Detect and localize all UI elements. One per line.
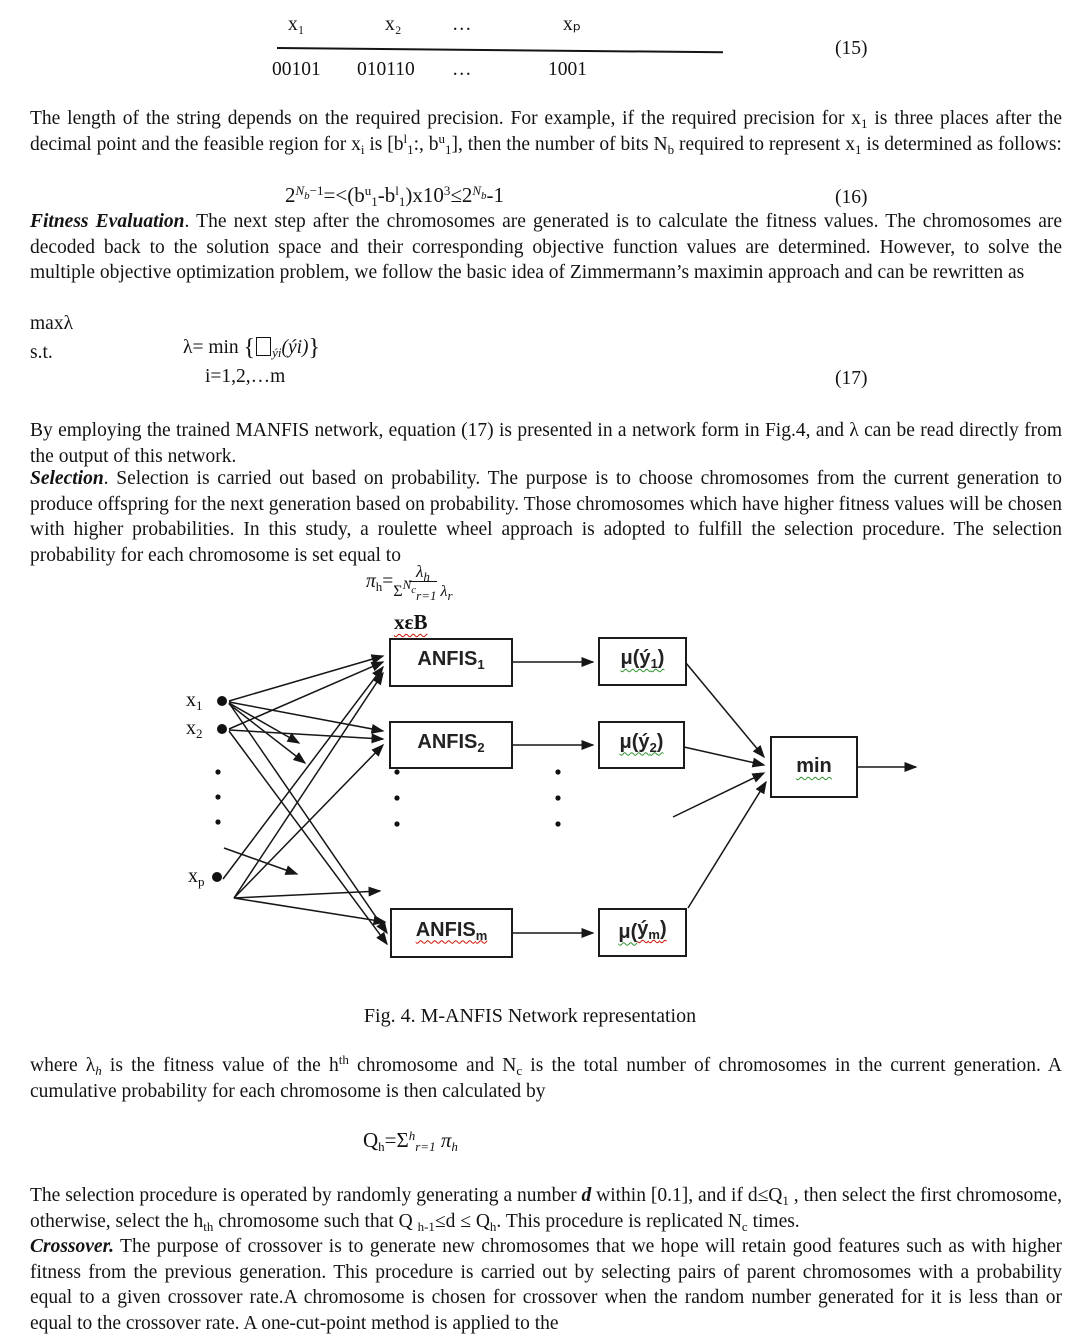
edge-x2-anfis1 xyxy=(229,662,383,729)
min-box xyxy=(770,736,858,798)
mu2-label: $\mu(ý_2)$ xyxy=(619,730,664,755)
edge-middle-min xyxy=(673,773,764,817)
paragraph-manfis: By employing the trained MANFIS network, equation (17) is presented in a network form in Fig.4, and λ can be read directly from the output of this network. xyxy=(30,420,1062,467)
formula-cumulative-probability: $Q_h=\Sigma^h_{r=1}$ $\pi_h$ xyxy=(363,1128,458,1154)
xeb-constraint: xεB xyxy=(394,610,428,634)
anfis1-label: $ANFIS_1$ xyxy=(417,648,485,673)
table15-header-x1: x₁ xyxy=(288,14,305,35)
formula-selection-probability xyxy=(366,562,453,604)
paragraph-crossover: Crossover. The purpose of crossover is to generate new chromosomes that we hope will retain good features such as with higher fitness from the previous generation. This procedure is carried out by selecting pairs of parent chromosomes with a probability equal to a given crossover rate.A chromosome is chosen for crossover when the random number generated for it is less than or equal to the crossover rate. A one-cut-point method is applied to the xyxy=(30,1236,1062,1334)
input-label-x2: $x_2$ xyxy=(186,717,203,741)
node-dot-xp xyxy=(212,872,222,882)
ellipsis-dot xyxy=(394,795,399,800)
mu1-box xyxy=(598,637,687,686)
table15-rule-line xyxy=(277,47,723,53)
ellipsis-dot xyxy=(394,821,399,826)
manfis-network-diagram xyxy=(0,630,1090,1002)
table15-value-2: 010110 xyxy=(357,59,415,80)
edge-mum-min xyxy=(688,782,766,908)
paragraph-fitness-evaluation: Fitness Evaluation. The next step after the chromosomes are generated is to calculate the fitness values. The chromosomes are decoded back to the solution space and their corresponding objective function values are determined. However, to solve the multiple objective optimization problem, we follow the basic idea of Zimmermann’s maximin approach and can be rewritten as xyxy=(30,211,1062,284)
eq17-st-label: s.t. xyxy=(30,342,53,363)
equation-number-17: (17) xyxy=(835,368,868,389)
mum-box xyxy=(598,908,687,957)
table15-header-xp: xₚ xyxy=(563,14,582,35)
figure-caption: Fig. 4. M-ANFIS Network representation xyxy=(363,1005,697,1027)
paragraph-where-lambda: where $\lambda_h$ is the fitness value of the $h^{th}$ chromosome and $N_c$ is the total number of chromosomes in the current generation. A cumulative probability for each chromosome is then calculated by xyxy=(30,1052,1063,1102)
paragraph-string-length: The length of the string depends on the required precision. For example, if the required precision for $x_1$ is three places after the decimal point and the feasible region for $x_i$ is [$b^l_1$:, $b^u_1$], then the number of bits $N_b$ required to represent $x_1$ is determined as follows: xyxy=(30,108,1062,157)
node-dot-x1 xyxy=(217,696,227,706)
anfis1-box xyxy=(389,638,513,687)
mum-label-left: μ( xyxy=(618,920,638,943)
anfis2-box xyxy=(389,721,513,769)
anfis2-label: $ANFIS_2$ xyxy=(417,730,485,755)
equation-15-table xyxy=(0,0,1090,100)
formula-pi-numerator: $\lambda_h$ xyxy=(409,562,437,582)
table15-value-ellipsis: … xyxy=(452,59,472,80)
table15-header-ellipsis: … xyxy=(452,14,472,35)
input-label-x1: $x_1$ xyxy=(186,689,203,713)
mum-label-right: $ý_m$) xyxy=(637,918,667,943)
edge-xpfan-stub xyxy=(234,891,380,898)
diagram-connections xyxy=(0,630,1090,1002)
input-label-xp: $x_p$ xyxy=(188,865,205,889)
formula-pi-fraction xyxy=(393,562,453,604)
mu2-box xyxy=(598,721,685,769)
edge-mu2-min xyxy=(684,747,764,765)
connection-lines xyxy=(223,656,916,944)
edge-xp-anfis1 xyxy=(223,667,383,879)
edge-x2-anfism xyxy=(229,731,387,944)
formula-pi-denominator: $\Sigma^Nc_{r=1}$ $\lambda_r$ xyxy=(393,577,453,604)
equation-number-15: (15) xyxy=(835,38,868,59)
ellipsis-dot xyxy=(555,821,560,826)
edge-x1-anfis1 xyxy=(229,656,383,701)
ellipsis-dot xyxy=(555,795,560,800)
eq17-body: λ= min { $_{ýi}$(ýi)} xyxy=(183,335,321,361)
table15-value-p: 1001 xyxy=(548,59,587,80)
table15-header-x2: x₂ xyxy=(385,14,402,35)
eq17-index-line: i=1,2,…m xyxy=(205,366,286,387)
formula-pi-lhs: $\pi_h=$ xyxy=(366,570,394,594)
anfism-box xyxy=(390,908,513,958)
ellipsis-dot xyxy=(215,819,220,824)
ellipsis-dot xyxy=(394,769,399,774)
equation-16: $2^Nb^{-1}=<(b^u_1-b^l_1)x10^3\le 2^Nb-1$ xyxy=(285,183,505,209)
ellipsis-dot xyxy=(215,794,220,799)
anfism-label: $ANFIS_m$ xyxy=(415,918,488,943)
equation-number-16: (16) xyxy=(835,187,868,208)
ellipsis-dot xyxy=(215,769,220,774)
min-label: min xyxy=(796,755,832,778)
ellipsis-dot xyxy=(555,769,560,774)
edge-mu1-min xyxy=(686,663,764,757)
paragraph-selection: Selection. Selection is carried out based on probability. The purpose is to choose chromosomes from the current generation to produce offspring for the next generation based on probability. Those chromosomes which have higher fitness values will be chosen with higher probabilities. In this study, a roulette wheel approach is adopted to fulfill the selection procedure. The selection probability for each chromosome is set equal to xyxy=(30,468,1062,566)
paragraph-selection-procedure: The selection procedure is operated by randomly generating a number d within [0.1], and if $d\le Q_1$ , then select the first chromosome, otherwise, select the $h_{th}$ chromosome such that Q $_{h-1}\le d \le Q_h$. This procedure is replicated $N_c$ times. xyxy=(30,1185,1062,1234)
node-dot-x2 xyxy=(217,724,227,734)
table15-value-1: 00101 xyxy=(272,59,321,80)
mu1-label: $\mu(ý_1)$ xyxy=(620,647,665,672)
eq17-max-line: maxλ xyxy=(30,313,74,334)
